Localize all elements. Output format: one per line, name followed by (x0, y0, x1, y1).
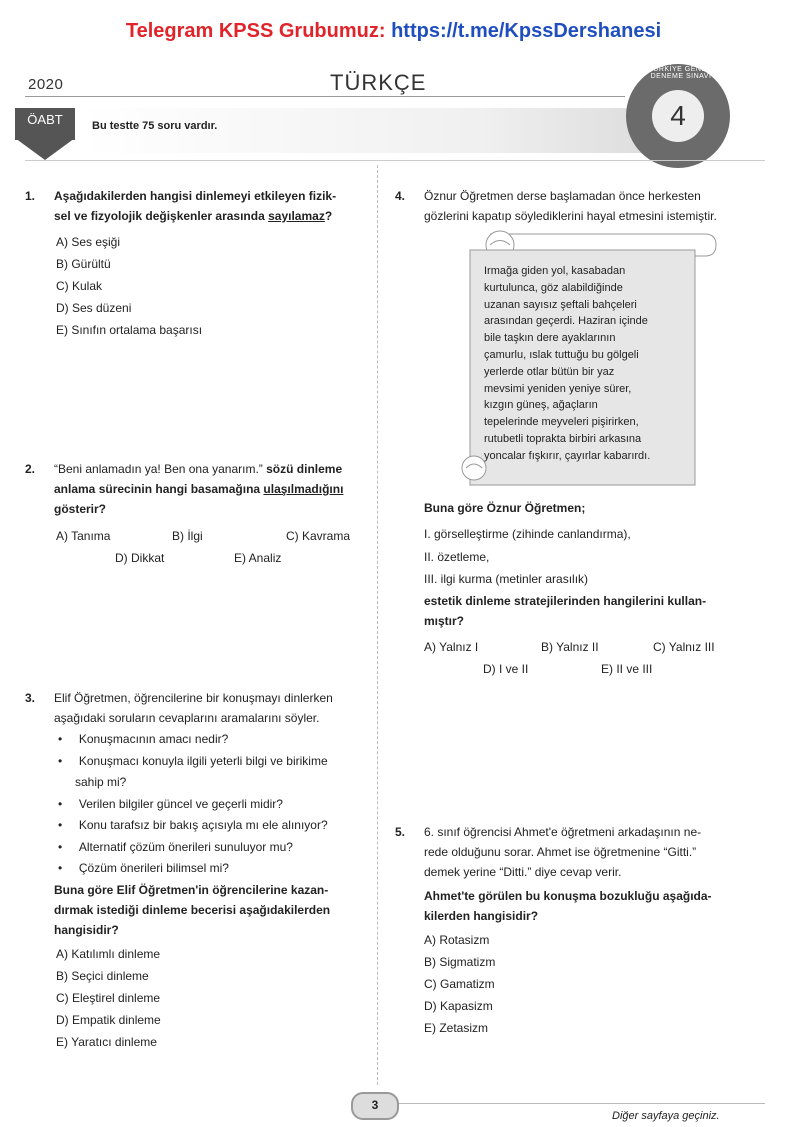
q4-stem: estetik dinleme stratejilerinden hangilerini kullan- mıştır? (424, 594, 707, 628)
subject-title: TÜRKÇE (330, 70, 427, 95)
q3-option-a[interactable]: A) Katılımlı dinleme (56, 947, 161, 961)
q4-option-b[interactable]: B) Yalnız II (541, 640, 599, 654)
q4-option-c[interactable]: C) Yalnız III (653, 640, 715, 654)
q1-option-c[interactable]: C) Kulak (56, 279, 103, 293)
q5-options (424, 929, 495, 1039)
telegram-banner (0, 20, 787, 43)
q5-stem: Ahmet'te görülen bu konuşma bozukluğu aşağıda- kilerden hangisidir? (424, 889, 712, 923)
oabt-tag-point (15, 138, 75, 160)
q2-option-d[interactable]: D) Dikkat (115, 551, 165, 565)
q2-number: 2. (25, 462, 36, 476)
q5-option-b[interactable]: B) Sigmatizm (424, 955, 496, 969)
q2-option-e[interactable]: E) Analiz (234, 551, 282, 565)
q5-option-e[interactable]: E) Zetasizm (424, 1021, 489, 1035)
q4-option-e[interactable]: E) II ve III (601, 662, 653, 676)
q4-option-a[interactable]: A) Yalnız I (424, 640, 479, 654)
q1-stem: Aşağıdakilerden hangisi dinlemeyi etkileyen fizik- sel ve fizyolojik değişkenler arasında sayılamaz? (54, 189, 337, 223)
q4-option-d[interactable]: D) I ve II (483, 662, 529, 676)
q5-option-c[interactable]: C) Gamatizm (424, 977, 495, 991)
page-number: 3 (351, 1092, 399, 1120)
q4-lead: Buna göre Öznur Öğretmen; (424, 501, 586, 515)
q1-number: 1. (25, 189, 36, 203)
q3-number: 3. (25, 691, 36, 705)
q3-bullet: • Konuşmacının amacı nedir? (58, 732, 229, 746)
q5-number: 5. (395, 825, 406, 839)
q2-option-a[interactable]: A) Tanıma (56, 529, 111, 543)
q1-options (56, 231, 202, 341)
badge-text: TÜRKİYE GENELİ DENEME SINAVI (648, 66, 714, 80)
header-divider (25, 160, 765, 161)
q2-stem: “Beni anlamadın ya! Ben ona yanarım.” sözü dinleme anlama sürecinin hangi basamağına ulaşılmadığını gösterir? (54, 462, 344, 516)
q4-intro: Öznur Öğretmen derse başlamadan önce herkesten gözlerini kapatıp söylediklerini hayal etmesini istemiştir. (424, 189, 717, 223)
exam-year: 2020 (28, 76, 64, 93)
banner-label: Telegram KPSS Grubumuz: (125, 20, 386, 42)
q4-items: I. görselleştirme (zihinde canlandırma), II. özetleme, III. ilgi kurma (metinler arasılık) (424, 527, 631, 586)
q5-option-d[interactable]: D) Kapasizm (424, 999, 493, 1013)
q3-option-b[interactable]: B) Seçici dinleme (56, 969, 149, 983)
q2-option-c[interactable]: C) Kavrama (286, 529, 351, 543)
q3-option-e[interactable]: E) Yaratıcı dinleme (56, 1035, 157, 1049)
q1-option-a[interactable]: A) Ses eşiği (56, 235, 121, 249)
header-rule (25, 96, 625, 97)
oabt-tag: ÖABT (15, 108, 75, 140)
banner-link[interactable]: https://t.me/KpssDershanesi (391, 20, 662, 42)
test-info: Bu testte 75 soru vardır. (92, 120, 218, 132)
q5-option-a[interactable]: A) Rotasizm (424, 933, 490, 947)
footer-rule (395, 1103, 765, 1104)
q2-option-b[interactable]: B) İlgi (172, 529, 203, 543)
q3-stem: Buna göre Elif Öğretmen'in öğrencilerine kazan- dırmak istediği dinleme becerisi aşağıdakilerden hangisidir? (54, 883, 331, 937)
q1-option-e[interactable]: E) Sınıfın ortalama başarısı (56, 323, 203, 337)
q3-bullet: • Konuşmacı konuyla ilgili yeterli bilgi ve birikime (58, 753, 328, 768)
q3-bullet: • Konu tarafsız bir bakış açısıyla mı ele alınıyor? (58, 818, 328, 832)
column-divider (377, 165, 378, 1085)
q3-options (56, 943, 161, 1053)
q3-bullets (58, 729, 368, 880)
q3-bullet: • Çözüm önerileri bilimsel mi? (58, 861, 229, 875)
q1-option-b[interactable]: B) Gürültü (56, 257, 111, 271)
q3-bullet-cont: sahip mi? (75, 775, 127, 789)
q3-intro: Elif Öğretmen, öğrencilerine bir konuşmayı dinlerken aşağıdaki soruların cevaplarını aramalarını söyler. (54, 691, 333, 725)
q1-option-d[interactable]: D) Ses düzeni (56, 301, 132, 315)
q3-option-d[interactable]: D) Empatik dinleme (56, 1013, 161, 1027)
q3-bullet: • Verilen bilgiler güncel ve geçerli midir? (58, 796, 283, 811)
badge-number: 4 (652, 90, 704, 142)
q4-passage: Irmağa giden yol, kasabadan kurtulunca, göz alabildiğinde uzanan sayısız şeftali bahçeleri arasından geçerdi. Haziran içinde bile taşkın dere ayaklarının çamurlu, ıslak tuttuğu bu gölgeli yerlerde otlar bütün bir yaz mevsimi yeniden yeniye sürer, kızgın güneş, ağaçların tepelerinde meyveleri pişirirken, rutubetli toprakta birbiri arkasına yoncalar fışkırır, çayırlar kabarırdı. (484, 265, 651, 462)
next-page-note: Diğer sayfaya geçiniz. (612, 1110, 720, 1122)
q3-option-c[interactable]: C) Eleştirel dinleme (56, 991, 161, 1005)
q3-bullet: • Alternatif çözüm önerileri sunuluyor mu? (58, 839, 293, 854)
q5-intro: 6. sınıf öğrencisi Ahmet'e öğretmeni arkadaşının ne- rede olduğunu sorar. Ahmet ise öğretmenine “Gitti.” demek yerine “Ditti.” diye cevap verir. (424, 825, 702, 879)
q4-number: 4. (395, 189, 406, 203)
